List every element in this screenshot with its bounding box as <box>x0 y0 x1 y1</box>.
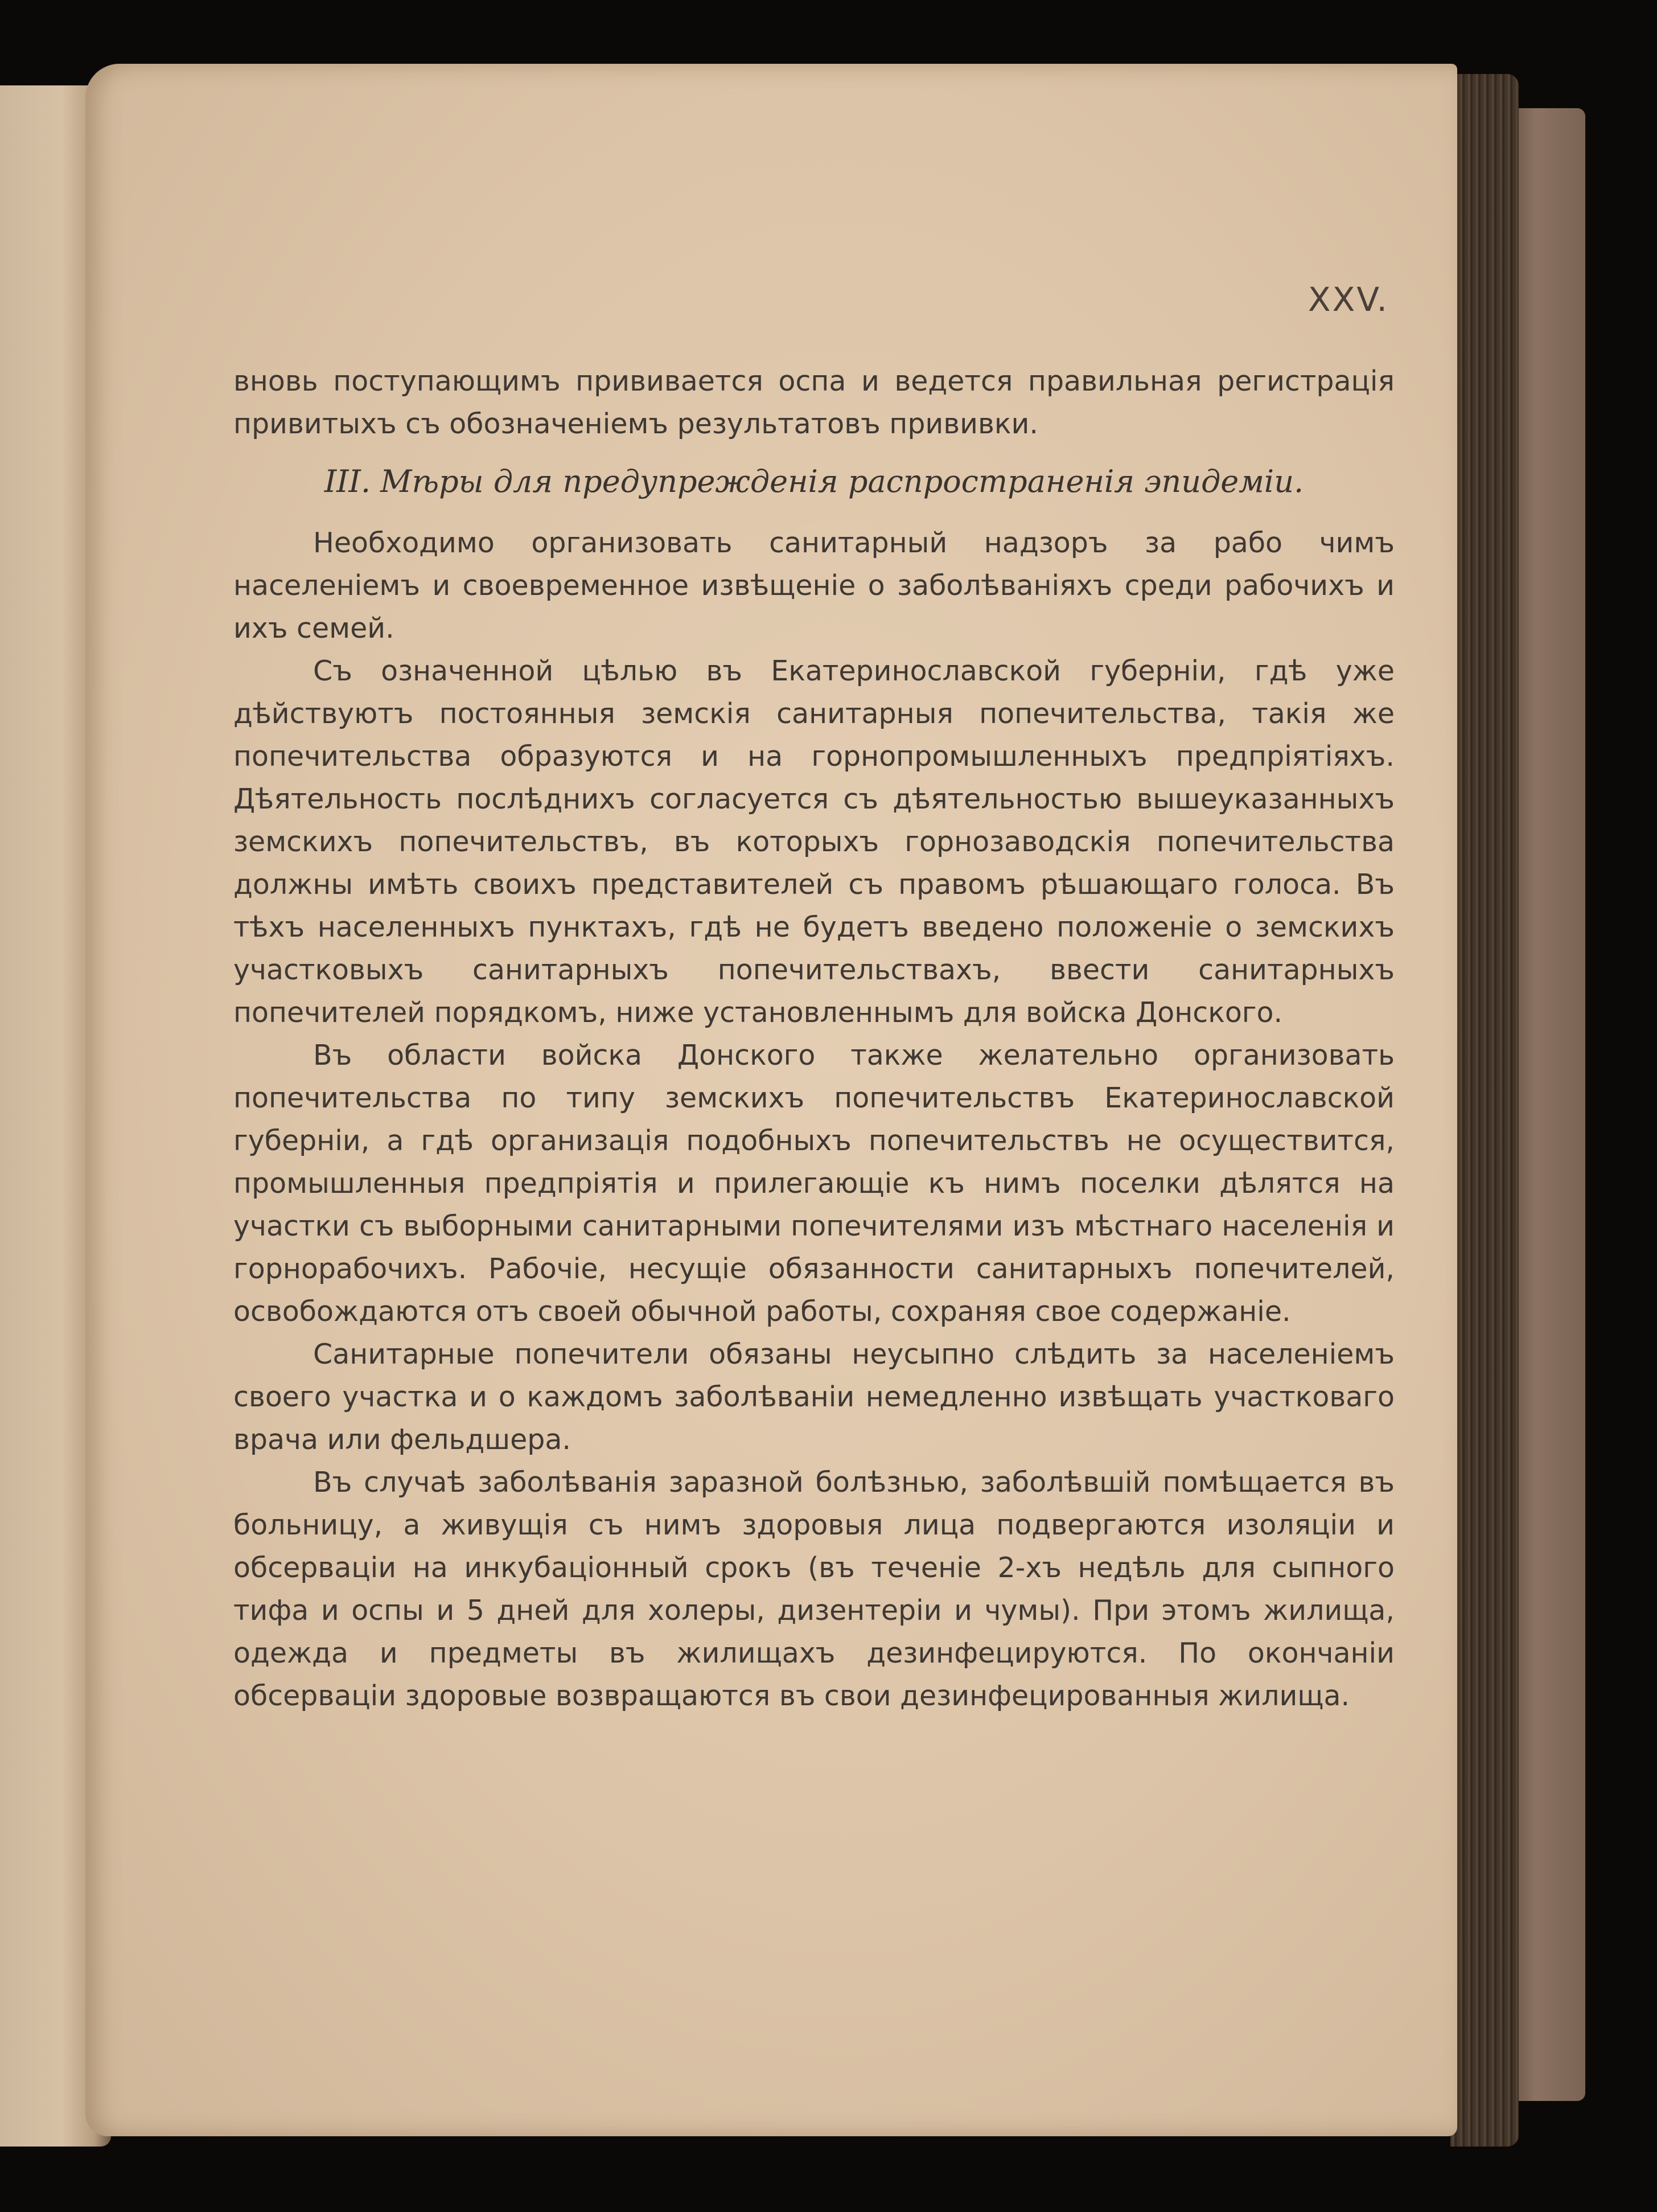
book-page <box>85 64 1457 2136</box>
section-heading: III. Мѣры для предупрежденія распространенія эпидеміи. <box>324 463 1304 499</box>
paragraph: Санитарные попечители обязаны неусыпно слѣдить за населеніемъ своего участка и о каждомъ заболѣваніи немедленно извѣщать участковаго врача или фельдшера. <box>233 1338 1395 1456</box>
paragraph: Въ области войска Донского также желательно организовать попечительства по типу земскихъ попечительствъ Екатеринославской губерніи, а гдѣ организація подобныхъ попечительствъ не осуществится, промышленныя предпріятія и прилегающіе къ нимъ поселки дѣлятся на участки съ выборными санитарными попечителями изъ мѣстнаго населенія и горнорабочихъ. Рабочіе, несущіе обязанности санитарныхъ попечителей, освобождаются отъ своей обычной работы, сохраняя свое содержаніе. <box>233 1039 1395 1328</box>
paragraph: Съ означенной цѣлью въ Екатеринославской губерніи, гдѣ уже дѣйствуютъ постоянныя земскія санитарныя попечительства, такія же попечительства образуются и на горнопромышленныхъ предпріятіяхъ. Дѣятельность послѣднихъ согласуется съ дѣятельностью вышеуказанныхъ земскихъ попечительствъ, въ которыхъ горнозаводскія попечительства должны имѣть своихъ представителей съ правомъ рѣшающаго голоса. Въ тѣхъ населенныхъ пунктахъ, гдѣ не будетъ введено положеніе о земскихъ участковыхъ санитарныхъ попечительствахъ, ввести санитарныхъ попечителей порядкомъ, ниже установленнымъ для войска Донского. <box>233 655 1395 1029</box>
paragraph-continuation: вновь поступающимъ прививается оспа и ведется правильная регистрація привитыхъ съ обозначеніемъ результатовъ прививки. <box>233 365 1395 440</box>
page-stack-edges <box>1450 74 1519 2147</box>
page-body <box>233 360 1395 1717</box>
paragraph: Необходимо организовать санитарный надзоръ за рабо чимъ населеніемъ и своевременное извѣщеніе о заболѣваніяхъ среди рабочихъ и ихъ семей. <box>233 527 1395 645</box>
page-number: XXV. <box>1307 280 1389 319</box>
book-back-cover <box>1508 108 1585 2101</box>
paragraph: Въ случаѣ заболѣванія заразной болѣзнью, заболѣвшій помѣщается въ больницу, а живущія съ нимъ здоровыя лица подвергаются изоляціи и обсерваціи на инкубаціонный срокъ (въ теченіе 2-хъ недѣль для сыпного тифа и оспы и 5 дней для холеры, дизентеріи и чумы). При этомъ жилища, одежда и предметы въ жилищахъ дезинфецируются. По окончаніи обсерваціи здоровые возвращаются въ свои дезинфецированныя жилища. <box>233 1466 1395 1712</box>
